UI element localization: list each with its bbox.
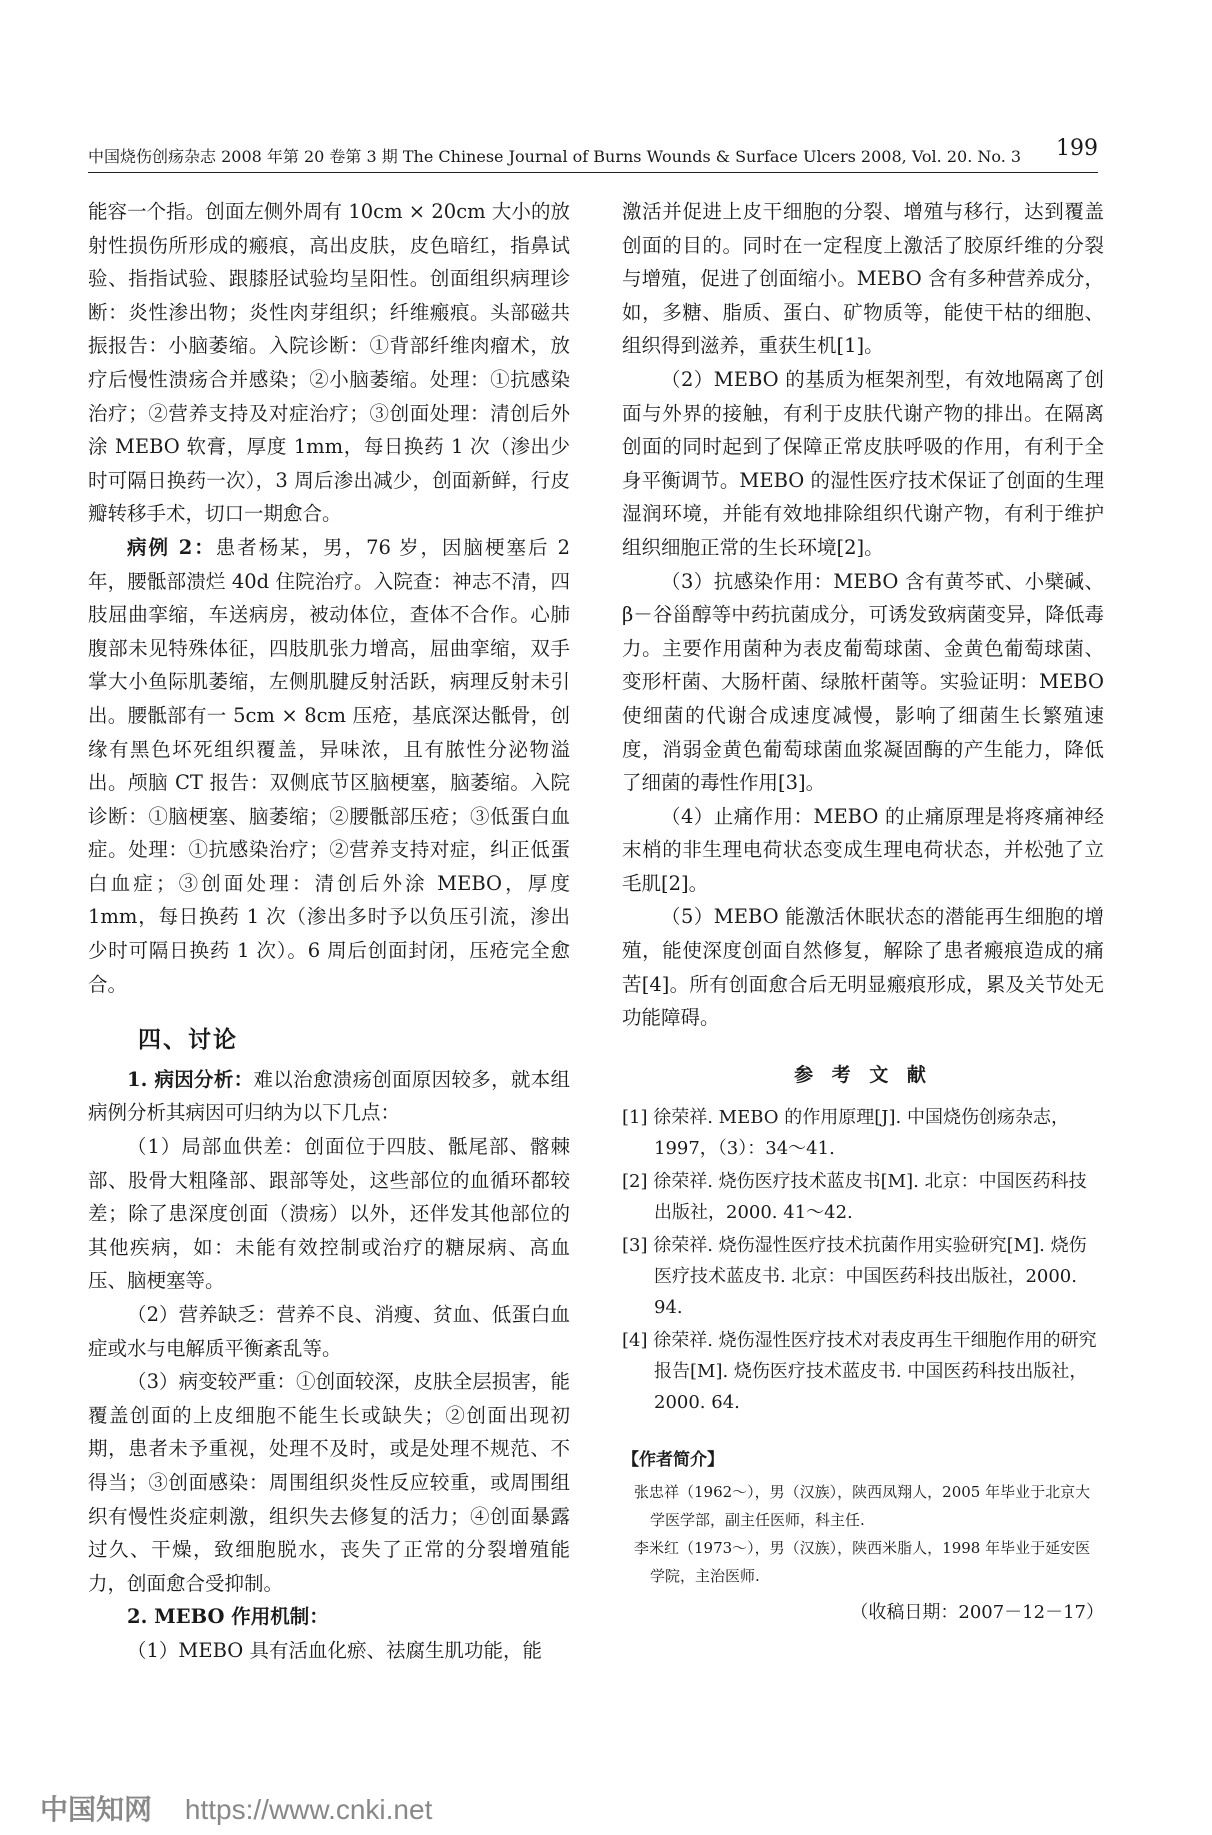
paragraph: 激活并促进上皮干细胞的分裂、增殖与移行，达到覆盖创面的目的。同时在一定程度上激活了胶原纤维的分裂与增殖，促进了创面缩小。MEBO 含有多种营养成分，如，多糖、脂质、蛋白、矿物质等，能使干枯的细胞、组织得到滋养，重获生机[1]。 bbox=[622, 200, 1104, 358]
paragraph: （2）MEBO 的基质为框架剂型，有效地隔离了创面与外界的接触，有利于皮肤代谢产物的排出。在隔离创面的同时起到了保障正常皮肤呼吸的作用，有利于全身平衡调节。MEBO 的湿性医疗技术保证了创面的生理湿润环境，并能有效地排除组织代谢产物，有利于维护组织细胞正常的生长环境[2]。 bbox=[622, 367, 1104, 559]
references-heading: 参 考 文 献 bbox=[794, 1063, 932, 1086]
running-header bbox=[88, 136, 1098, 173]
author-bio: 张忠祥（1962～），男（汉族），陕西凤翔人，2005 年毕业于北京大学医学部，副主任医师，科主任. bbox=[634, 1483, 1091, 1530]
right-column bbox=[622, 195, 1104, 1630]
paragraph: 能容一个指。创面左侧外周有 10cm × 20cm 大小的放射性损伤所形成的瘢痕，高出皮肤，皮色暗红，指鼻试验、指指试验、跟膝胫试验均呈阳性。创面组织病理诊断：炎性渗出物；炎性肉芽组织；纤维瘢痕。头部磁共振报告：小脑萎缩。入院诊断：①背部纤维肉瘤术，放疗后慢性溃疡合并感染；②小脑萎缩。处理：①抗感染治疗；②营养支持及对症治疗；③创面处理：清创后外涂 MEBO 软膏，厚度 1mm，每日换药 1 次（渗出少时可隔日换药一次），3 周后渗出减少，创面新鲜，行皮瓣转移手术，切口一期愈合。 bbox=[88, 200, 570, 526]
paragraph: （2）营养缺乏：营养不良、消瘦、贫血、低蛋白血症或水与电解质平衡紊乱等。 bbox=[88, 1303, 570, 1360]
paragraph: （1）局部血供差：创面位于四肢、骶尾部、髂棘部、股骨大粗隆部、跟部等处，这些部位的血循环都较差；除了患深度创面（溃疡）以外，还伴发其他部位的其他疾病，如：未能有效控制或治疗的糖尿病、高血压、脑梗塞等。 bbox=[88, 1135, 570, 1293]
paragraph: （5）MEBO 能激活休眠状态的潜能再生细胞的增殖，能使深度创面自然修复，解除了患者瘢痕造成的痛苦[4]。所有创面愈合后无明显瘢痕形成，累及关节处无功能障碍。 bbox=[622, 905, 1104, 1030]
running-head-text: 中国烧伤创疡杂志 2008 年第 20 卷第 3 期 The Chinese Journal of Burns Wounds & Surface Ulcers 2008, Vol. 20. No. 3 bbox=[88, 147, 1022, 166]
reference-item: [2] 徐荣祥. 烧伤医疗技术蓝皮书[M]. 北京：中国医药科技出版社，2000. 41～42. bbox=[622, 1171, 1087, 1224]
cnki-watermark bbox=[40, 1788, 432, 1828]
cnki-logo: 中国知网 bbox=[40, 1793, 153, 1826]
paragraph: （1）MEBO 具有活血化瘀、祛腐生肌功能，能 bbox=[127, 1638, 542, 1662]
reference-item: [4] 徐荣祥. 烧伤湿性医疗技术对表皮再生干细胞作用的研究报告[M]. 烧伤医疗技术蓝皮书. 中国医药科技出版社，2000. 64. bbox=[622, 1330, 1097, 1414]
etiology-label: 1. 病因分析： bbox=[127, 1067, 254, 1091]
left-column bbox=[88, 195, 570, 1668]
paragraph: （3）病变较严重：①创面较深，皮肤全层损害，能覆盖创面的上皮细胞不能生长或缺失；②创面出现初期，患者未予重视，处理不及时，或是处理不规范、不得当；③创面感染：周围组织炎性反应较重，或周围组织有慢性炎症刺激，组织失去修复的活力；④创面暴露过久、干燥，致细胞脱水，丧失了正常的分裂增殖能力，创面愈合受抑制。 bbox=[88, 1370, 570, 1595]
section-heading-discussion: 四、讨论 bbox=[138, 1026, 238, 1054]
etiology-text: 难以治愈溃疡创面原因较多，就本组病例分析其病因可归纳为以下几点： bbox=[88, 1067, 570, 1125]
reference-item: [3] 徐荣祥. 烧伤湿性医疗技术抗菌作用实验研究[M]. 烧伤医疗技术蓝皮书. 北京：中国医药科技出版社，2000. 94. bbox=[622, 1235, 1087, 1319]
reference-item: [1] 徐荣祥. MEBO 的作用原理[J]. 中国烧伤创疡杂志，1997，（3）：34～41. bbox=[622, 1107, 1069, 1160]
author-bio: 李米红（1973～），男（汉族），陕西米脂人，1998 年毕业于延安医学院，主治医师. bbox=[634, 1539, 1091, 1586]
paragraph: （4）止痛作用：MEBO 的止痛原理是将疼痛神经末梢的非生理电荷状态变成生理电荷状态，并松弛了立毛肌[2]。 bbox=[622, 804, 1104, 895]
case-2-label: 病例 2： bbox=[127, 535, 216, 559]
cnki-url: https://www.cnki.net bbox=[184, 1794, 433, 1825]
paragraph: （3）抗感染作用：MEBO 含有黄芩甙、小檗碱、β－谷甾醇等中药抗菌成分，可诱发致病菌变异，降低毒力。主要作用菌种为表皮葡萄球菌、金黄色葡萄球菌、变形杆菌、大肠杆菌、绿脓杆菌等。实验证明：MEBO 使细菌的代谢合成速度减慢，影响了细菌生长繁殖速度，消弱金黄色葡萄球菌血浆凝固酶的产生能力，降低了细菌的毒性作用[3]。 bbox=[622, 569, 1104, 795]
page-number: 199 bbox=[1056, 136, 1098, 161]
case-2-paragraph bbox=[88, 531, 570, 1001]
author-info-heading: 【作者简介】 bbox=[622, 1450, 724, 1471]
etiology-paragraph bbox=[88, 1063, 570, 1130]
case-2-text: 患者杨某，男，76 岁，因脑梗塞后 2 年，腰骶部溃烂 40d 住院治疗。入院查：神志不清，四肢屈曲挛缩，车送病房，被动体位，查体不合作。心肺腹部未见特殊体征，四肢肌张力增高，屈曲挛缩，双手掌大小鱼际肌萎缩，左侧肌腱反射活跃，病理反射未引出。腰骶部有一 5cm × 8cm 压疮，基底深达骶骨，创缘有黑色坏死组织覆盖，异味浓，且有脓性分泌物溢出。颅脑 CT 报告：双侧底节区脑梗塞，脑萎缩。入院诊断：①脑梗塞、脑萎缩；②腰骶部压疮；③低蛋白血症。处理：①抗感染治疗；②营养支持对症，纠正低蛋白血症；③创面处理：清创后外涂 MEBO，厚度 1mm，每日换药 1 次（渗出多时予以负压引流，渗出少时可隔日换药 1 次）。6 周后创面封闭，压疮完全愈合。 bbox=[88, 535, 570, 996]
received-date: （收稿日期：2007－12－17） bbox=[850, 1602, 1104, 1624]
mechanism-heading: 2. MEBO 作用机制： bbox=[127, 1605, 329, 1629]
